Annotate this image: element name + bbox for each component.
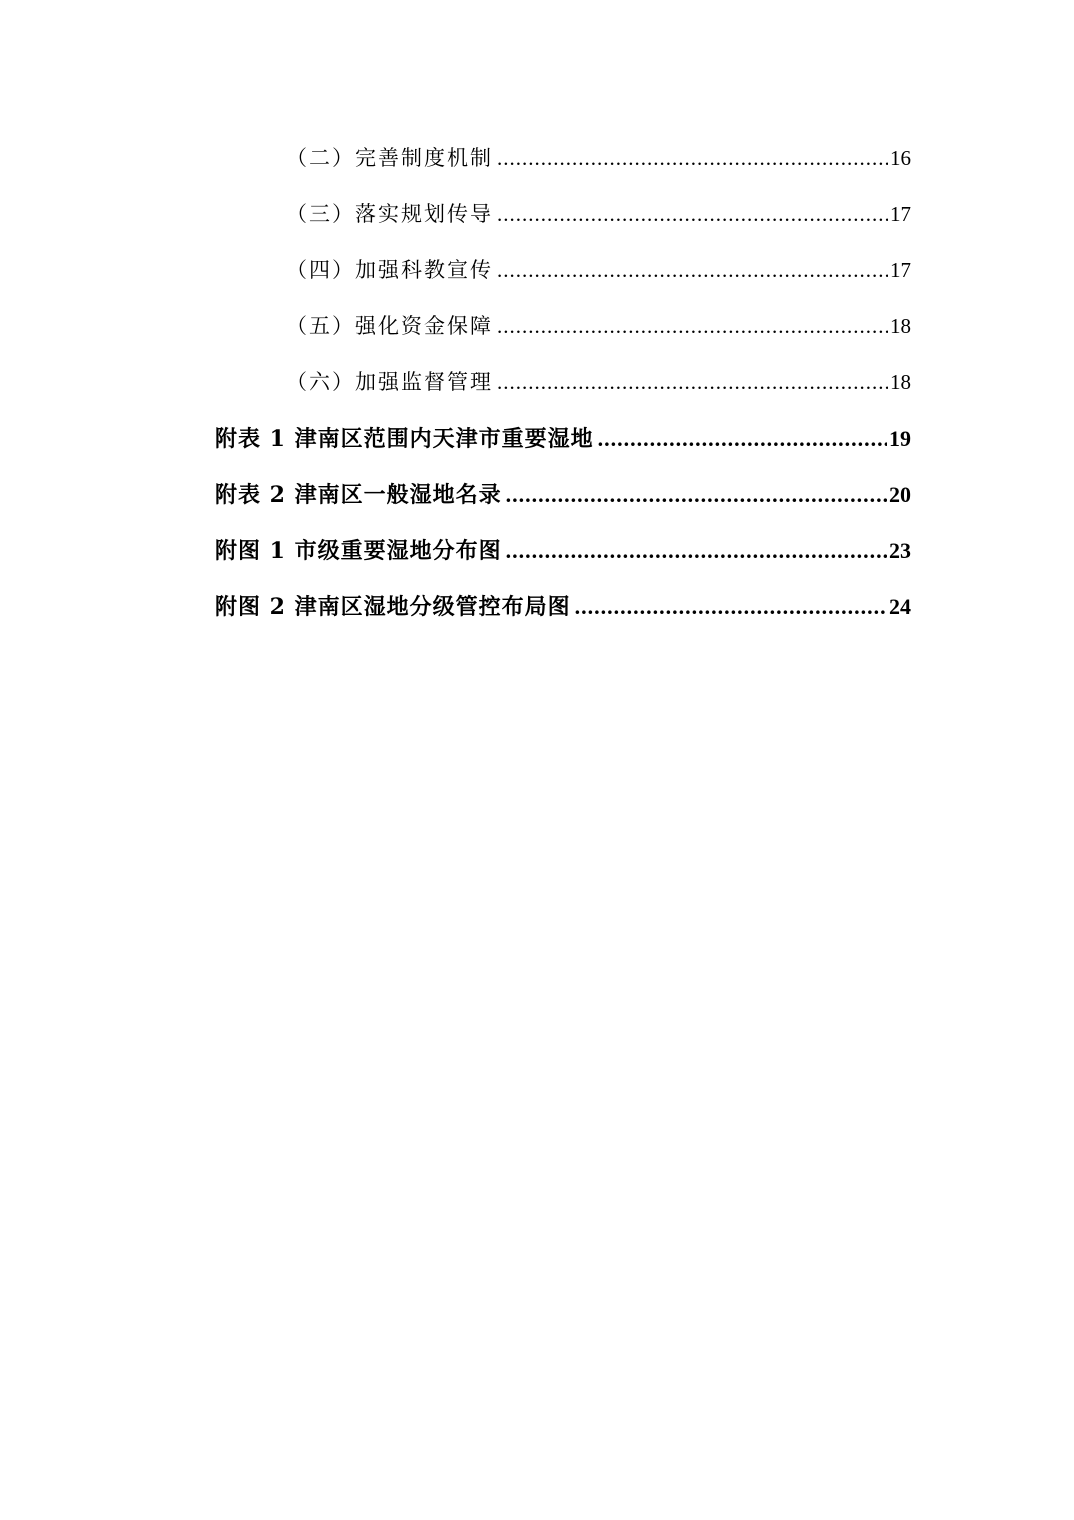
toc-leader-dots xyxy=(497,250,888,290)
toc-entry-science-education[interactable] xyxy=(286,250,911,290)
toc-entry-title: 附图 2 津南区湿地分级管控布局图 xyxy=(215,594,571,620)
toc-page-number: 18 xyxy=(890,370,911,394)
toc-page-number: 17 xyxy=(890,258,911,282)
toc-page-number: 23 xyxy=(889,538,911,563)
toc-page-number: 18 xyxy=(890,314,911,338)
toc-entry-title: 附表 1 津南区范围内天津市重要湿地 xyxy=(215,426,594,452)
toc-page-number: 24 xyxy=(889,594,911,619)
toc-leader-dots xyxy=(497,138,888,178)
toc-page-number: 16 xyxy=(890,146,911,170)
toc-entry-appendix-table-1[interactable] xyxy=(215,419,911,459)
toc-leader-dots xyxy=(506,475,887,515)
toc-entry-title: （三）落实规划传导 xyxy=(286,202,493,226)
toc-entry-appendix-table-2[interactable] xyxy=(215,475,911,515)
toc-entry-title: （四）加强科教宣传 xyxy=(286,258,493,282)
toc-page-number: 17 xyxy=(890,202,911,226)
toc-entry-funding-guarantee[interactable] xyxy=(286,306,911,346)
toc-entry-title: （五）强化资金保障 xyxy=(286,314,493,338)
toc-entry-supervision-management[interactable] xyxy=(286,362,911,402)
toc-entry-improve-system-mechanism[interactable] xyxy=(286,138,911,178)
toc-entry-title: （六）加强监督管理 xyxy=(286,370,493,394)
toc-leader-dots xyxy=(497,306,888,346)
toc-entry-title: 附图 1 市级重要湿地分布图 xyxy=(215,538,502,564)
toc-leader-dots xyxy=(497,362,888,402)
toc-page-number: 19 xyxy=(889,426,911,451)
toc-leader-dots xyxy=(598,419,887,459)
toc-entry-appendix-figure-1[interactable] xyxy=(215,531,911,571)
toc-page-number: 20 xyxy=(889,482,911,507)
toc-leader-dots xyxy=(575,587,887,627)
toc-entry-implement-planning[interactable] xyxy=(286,194,911,234)
toc-entry-appendix-figure-2[interactable] xyxy=(215,587,911,627)
toc-leader-dots xyxy=(497,194,888,234)
toc-entry-title: 附表 2 津南区一般湿地名录 xyxy=(215,482,502,508)
toc-leader-dots xyxy=(506,531,887,571)
toc-entry-title: （二）完善制度机制 xyxy=(286,146,493,170)
